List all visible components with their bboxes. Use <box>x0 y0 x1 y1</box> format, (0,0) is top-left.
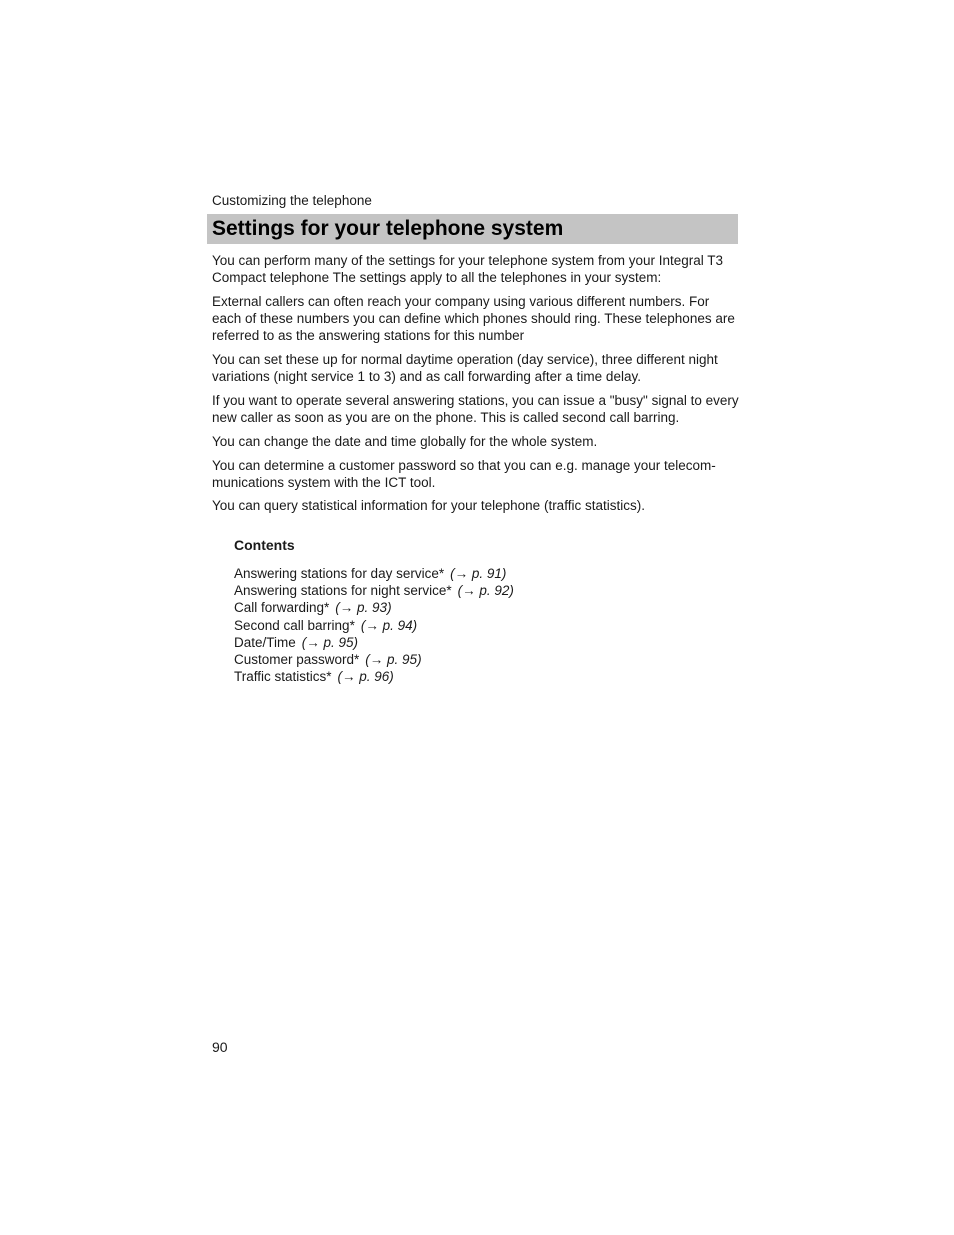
contents-item[interactable] <box>234 599 514 616</box>
contents-heading: Contents <box>234 537 295 553</box>
section-title: Settings for your telephone system <box>212 217 564 240</box>
page-reference[interactable]: (→ p. 95) <box>365 652 422 668</box>
intro-paragraph: You can perform many of the settings for your telephone system from your Integral T3 Compact telephone The settings apply to all the telephones in your system: <box>212 253 724 286</box>
body-text <box>212 252 740 521</box>
page-reference[interactable]: (→ p. 91) <box>450 566 507 581</box>
contents-item[interactable] <box>234 565 514 582</box>
contents-item-label: Traffic statistics* <box>234 669 332 685</box>
contents-item-label: Call forwarding* <box>234 600 330 616</box>
paragraph-customer-password: You can determine a customer password so that you can e.g. manage your telecom-munications system with the ICT tool. <box>212 457 716 490</box>
page-reference[interactable]: (→ p. 94) <box>360 617 418 633</box>
contents-item[interactable] <box>234 582 514 599</box>
page-number: 90 <box>212 1039 228 1055</box>
paragraph-traffic-statistics: You can query statistical information for your telephone (traffic statistics). <box>212 498 645 514</box>
paragraph-date-time: You can change the date and time globally for the whole system. <box>212 433 598 449</box>
contents-item[interactable] <box>234 668 514 685</box>
contents-item-label: Answering stations for night service* <box>234 583 452 599</box>
contents-list <box>234 565 514 685</box>
paragraph-second-call-barring: If you want to operate several answering stations, you can issue a "busy" signal to every new caller as soon as you are on the phone. This is called second call barring. <box>212 392 739 426</box>
section-title-bar <box>207 214 738 244</box>
contents-item-label: Date/Time <box>234 634 296 650</box>
page-reference[interactable]: (→ p. 96) <box>337 669 394 685</box>
page-reference[interactable]: (→ p. 95) <box>301 634 359 650</box>
contents-item-label: Customer password* <box>234 652 360 668</box>
contents-item[interactable] <box>234 617 514 634</box>
contents-item[interactable] <box>234 634 514 651</box>
contents-item-label: Answering stations for day service* <box>234 566 445 581</box>
paragraph-day-night-service: You can set these up for normal daytime operation (day service), three different night variations (night service 1 to 3) and as call forwarding after a time delay. <box>212 352 718 385</box>
contents-item[interactable] <box>234 651 514 668</box>
running-header: Customizing the telephone <box>212 193 372 208</box>
contents-item-label: Second call barring* <box>234 617 355 633</box>
paragraph-answering-stations: External callers can often reach your company using various different numbers. For each of these numbers you can define which phones should ring. These telephones are referred to as the answering stations for this number <box>212 293 735 344</box>
page-reference[interactable]: (→ p. 93) <box>335 600 392 616</box>
page-reference[interactable]: (→ p. 92) <box>457 583 514 599</box>
